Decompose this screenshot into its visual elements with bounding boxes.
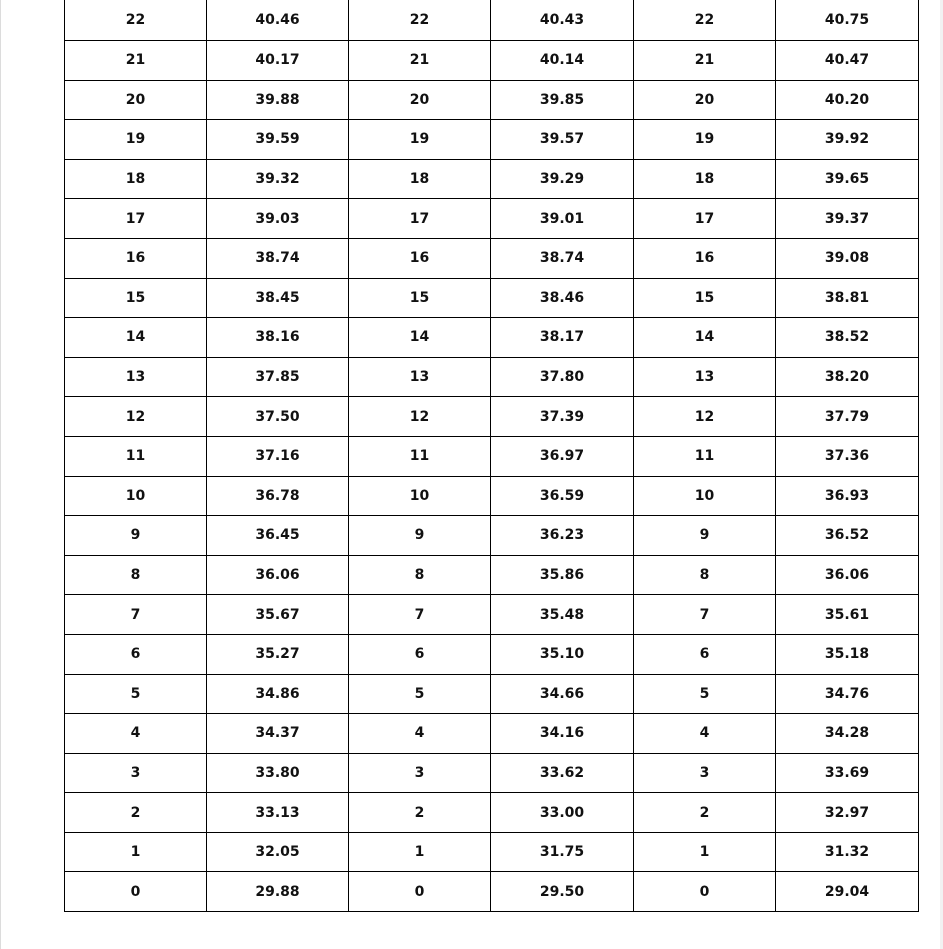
table-cell-index: 13: [634, 357, 776, 397]
table-cell-index: 3: [349, 753, 491, 793]
table-cell-index: 5: [634, 674, 776, 714]
table-cell-value: 35.27: [207, 634, 349, 674]
table-cell-value: 36.06: [207, 555, 349, 595]
table-cell-value: 33.62: [491, 753, 634, 793]
table-cell-value: 37.85: [207, 357, 349, 397]
table-cell-value: 39.85: [491, 80, 634, 120]
table-cell-value: 34.16: [491, 714, 634, 754]
page-left-edge: [0, 0, 1, 949]
table-cell-value: 39.01: [491, 199, 634, 239]
table-cell-index: 2: [634, 793, 776, 833]
table-cell-index: 4: [65, 714, 207, 754]
table-row: [65, 278, 919, 318]
table-cell-value: 36.59: [491, 476, 634, 516]
table-cell-index: 21: [634, 41, 776, 81]
table-cell-index: 6: [349, 634, 491, 674]
table-cell-index: 9: [65, 516, 207, 556]
table-row: [65, 357, 919, 397]
table-cell-value: 29.04: [776, 872, 919, 912]
table-cell-value: 33.80: [207, 753, 349, 793]
table-cell-index: 16: [634, 238, 776, 278]
table-row: [65, 476, 919, 516]
table-cell-index: 11: [349, 436, 491, 476]
table-cell-value: 34.86: [207, 674, 349, 714]
table-body: [65, 0, 919, 912]
table-cell-value: 34.28: [776, 714, 919, 754]
page-bottom-margin: [64, 912, 940, 949]
table-cell-value: 34.76: [776, 674, 919, 714]
table-cell-value: 37.39: [491, 397, 634, 437]
table-cell-index: 14: [634, 318, 776, 358]
table-cell-value: 35.86: [491, 555, 634, 595]
table-row: [65, 238, 919, 278]
table-cell-value: 40.20: [776, 80, 919, 120]
table-cell-value: 40.43: [491, 0, 634, 41]
table-cell-index: 6: [634, 634, 776, 674]
table-cell-index: 18: [349, 159, 491, 199]
table-cell-index: 22: [349, 0, 491, 41]
table-cell-value: 38.16: [207, 318, 349, 358]
table-cell-value: 29.88: [207, 872, 349, 912]
table-cell-index: 9: [349, 516, 491, 556]
table-row: [65, 674, 919, 714]
table-cell-index: 2: [349, 793, 491, 833]
table-cell-index: 17: [634, 199, 776, 239]
table-cell-index: 10: [634, 476, 776, 516]
table-cell-value: 38.74: [491, 238, 634, 278]
table-cell-value: 38.20: [776, 357, 919, 397]
table-cell-value: 40.14: [491, 41, 634, 81]
table-cell-index: 16: [65, 238, 207, 278]
table-cell-index: 3: [65, 753, 207, 793]
table-cell-value: 39.37: [776, 199, 919, 239]
table-cell-value: 39.57: [491, 120, 634, 160]
table-cell-value: 31.32: [776, 832, 919, 872]
table-cell-index: 1: [65, 832, 207, 872]
table-cell-value: 35.10: [491, 634, 634, 674]
table-cell-index: 21: [65, 41, 207, 81]
table-row: [65, 41, 919, 81]
table-cell-value: 36.52: [776, 516, 919, 556]
table-cell-index: 15: [65, 278, 207, 318]
table-cell-value: 34.66: [491, 674, 634, 714]
table-cell-index: 12: [634, 397, 776, 437]
table-cell-index: 8: [349, 555, 491, 595]
table-cell-index: 14: [65, 318, 207, 358]
table-cell-value: 33.69: [776, 753, 919, 793]
table-cell-index: 5: [349, 674, 491, 714]
table-cell-value: 29.50: [491, 872, 634, 912]
table-cell-value: 35.67: [207, 595, 349, 635]
table-cell-value: 36.78: [207, 476, 349, 516]
table-cell-index: 15: [349, 278, 491, 318]
table-row: [65, 318, 919, 358]
table-cell-value: 39.29: [491, 159, 634, 199]
table-cell-index: 19: [65, 120, 207, 160]
table-cell-value: 36.97: [491, 436, 634, 476]
table-cell-index: 10: [349, 476, 491, 516]
data-table: [64, 0, 919, 912]
table-cell-value: 39.92: [776, 120, 919, 160]
table-cell-value: 39.32: [207, 159, 349, 199]
table-cell-value: 39.08: [776, 238, 919, 278]
table-cell-index: 11: [634, 436, 776, 476]
table-cell-value: 38.52: [776, 318, 919, 358]
table-cell-index: 22: [634, 0, 776, 41]
table-cell-index: 9: [634, 516, 776, 556]
table-row: [65, 714, 919, 754]
table-cell-index: 16: [349, 238, 491, 278]
table-cell-value: 33.00: [491, 793, 634, 833]
table-cell-index: 17: [65, 199, 207, 239]
table-row: [65, 80, 919, 120]
table-cell-index: 12: [349, 397, 491, 437]
table-row: [65, 634, 919, 674]
table-row: [65, 555, 919, 595]
table-cell-index: 14: [349, 318, 491, 358]
table-cell-value: 40.47: [776, 41, 919, 81]
table-cell-value: 38.81: [776, 278, 919, 318]
table-cell-value: 37.79: [776, 397, 919, 437]
table-cell-value: 37.36: [776, 436, 919, 476]
table-row: [65, 0, 919, 41]
table-cell-index: 20: [634, 80, 776, 120]
table-cell-index: 0: [349, 872, 491, 912]
table-cell-value: 36.93: [776, 476, 919, 516]
table-cell-index: 3: [634, 753, 776, 793]
table-cell-value: 38.17: [491, 318, 634, 358]
table-cell-index: 0: [65, 872, 207, 912]
table-row: [65, 120, 919, 160]
table-row: [65, 397, 919, 437]
table-cell-value: 31.75: [491, 832, 634, 872]
table-cell-index: 7: [349, 595, 491, 635]
table-cell-index: 22: [65, 0, 207, 41]
table-cell-index: 18: [65, 159, 207, 199]
table-cell-value: 37.50: [207, 397, 349, 437]
table-cell-value: 39.59: [207, 120, 349, 160]
table-cell-value: 39.03: [207, 199, 349, 239]
table-row: [65, 159, 919, 199]
table-cell-index: 12: [65, 397, 207, 437]
table-cell-value: 38.45: [207, 278, 349, 318]
table-cell-value: 39.65: [776, 159, 919, 199]
table-cell-index: 10: [65, 476, 207, 516]
table-cell-index: 17: [349, 199, 491, 239]
table-cell-value: 33.13: [207, 793, 349, 833]
table-cell-index: 4: [634, 714, 776, 754]
table-cell-index: 13: [349, 357, 491, 397]
table-cell-value: 38.46: [491, 278, 634, 318]
table-row: [65, 832, 919, 872]
table-cell-value: 39.88: [207, 80, 349, 120]
table-cell-value: 38.74: [207, 238, 349, 278]
table-cell-value: 34.37: [207, 714, 349, 754]
table-cell-value: 36.06: [776, 555, 919, 595]
table-cell-value: 32.97: [776, 793, 919, 833]
table-row: [65, 595, 919, 635]
table-cell-index: 20: [65, 80, 207, 120]
table-cell-value: 40.46: [207, 0, 349, 41]
table-cell-value: 36.45: [207, 516, 349, 556]
table-cell-index: 19: [634, 120, 776, 160]
table-cell-index: 5: [65, 674, 207, 714]
table-cell-index: 1: [349, 832, 491, 872]
table-cell-index: 0: [634, 872, 776, 912]
table-cell-value: 32.05: [207, 832, 349, 872]
table-cell-index: 20: [349, 80, 491, 120]
table-cell-index: 11: [65, 436, 207, 476]
table-cell-index: 7: [65, 595, 207, 635]
table-cell-index: 4: [349, 714, 491, 754]
table-row: [65, 516, 919, 556]
table-cell-index: 18: [634, 159, 776, 199]
table-cell-value: 40.17: [207, 41, 349, 81]
table-cell-index: 6: [65, 634, 207, 674]
table-cell-value: 35.18: [776, 634, 919, 674]
table-cell-value: 35.48: [491, 595, 634, 635]
table-cell-index: 8: [65, 555, 207, 595]
table-row: [65, 436, 919, 476]
table-cell-index: 13: [65, 357, 207, 397]
table-cell-index: 15: [634, 278, 776, 318]
table-cell-index: 8: [634, 555, 776, 595]
table-row: [65, 872, 919, 912]
table-row: [65, 793, 919, 833]
table-cell-value: 37.16: [207, 436, 349, 476]
table-cell-value: 40.75: [776, 0, 919, 41]
table-cell-index: 7: [634, 595, 776, 635]
table-cell-index: 1: [634, 832, 776, 872]
table-cell-index: 21: [349, 41, 491, 81]
table-cell-value: 35.61: [776, 595, 919, 635]
table-row: [65, 199, 919, 239]
table-cell-value: 37.80: [491, 357, 634, 397]
table-cell-index: 19: [349, 120, 491, 160]
table-cell-index: 2: [65, 793, 207, 833]
table-cell-value: 36.23: [491, 516, 634, 556]
table-row: [65, 753, 919, 793]
